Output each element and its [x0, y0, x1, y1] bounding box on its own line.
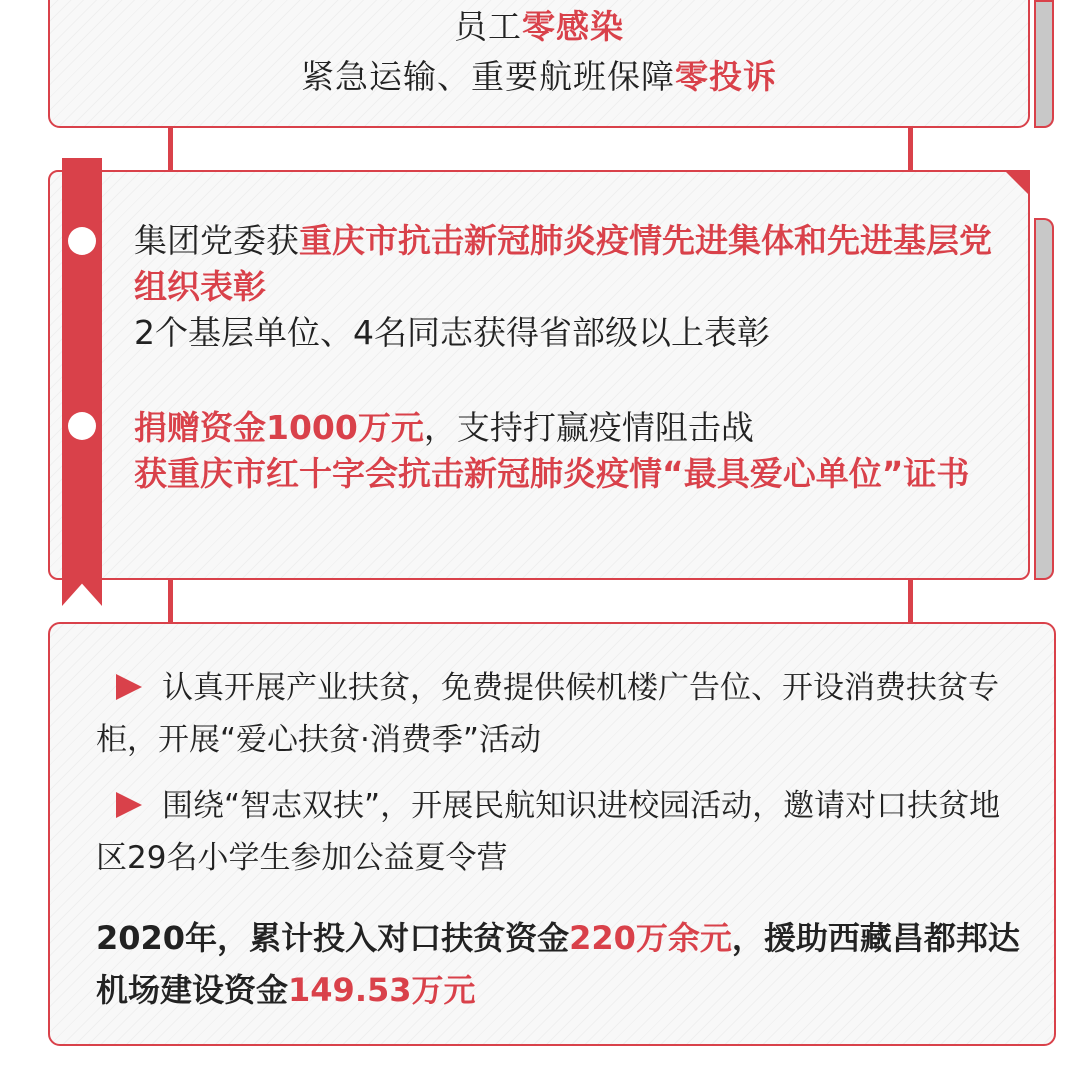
donation-suffix: ，支持打赢疫情阻击战: [423, 408, 754, 447]
summary-part1: 2020年，累计投入对口扶贫资金: [96, 919, 570, 957]
staff-line-prefix: 员工: [454, 7, 522, 46]
award-block: [134, 218, 1004, 356]
summary-part2: ，援助西藏昌都邦达机场建设资金: [96, 919, 1020, 1009]
summary-text: [96, 912, 1020, 1016]
bullet-dot-icon: [68, 227, 96, 255]
donation-highlight: 捐赠资金1000万元: [134, 408, 424, 447]
connector-left-bottom: [168, 580, 173, 624]
connector-right-bottom: [908, 580, 913, 624]
connector-right-top: [908, 128, 913, 172]
transport-line-highlight: 零投诉: [675, 57, 777, 96]
list-item: [96, 780, 1020, 884]
honors-card: [48, 170, 1030, 580]
staff-line-highlight: 零感染: [522, 7, 624, 46]
item-text: 围绕“智志双扶”，开展民航知识进校园活动，邀请对口扶贫地区29名小学生参加公益夏令营: [96, 788, 1001, 876]
triangle-bullet-icon: [116, 792, 142, 818]
certificate-text: 获重庆市红十字会抗击新冠肺炎疫情“最具爱心单位”证书: [134, 454, 970, 493]
transport-line-prefix: 紧急运输、重要航班保障: [301, 57, 675, 96]
achievement-card-top: [48, 0, 1030, 128]
poverty-relief-card: [48, 622, 1056, 1046]
award-text: [134, 218, 1004, 310]
bullet-dot-icon: [68, 412, 96, 440]
donation-text: [134, 405, 1004, 451]
donation-block: [134, 405, 1004, 497]
card-top-scrollbar[interactable]: [1034, 0, 1054, 128]
summary-highlight1: 220万余元: [569, 919, 732, 957]
item-text: 认真开展产业扶贫，免费提供候机楼广告位、开设消费扶贫专柜，开展“爱心扶贫·消费季”活动: [96, 670, 999, 758]
connector-left-top: [168, 128, 173, 172]
transport-line: [50, 52, 1028, 102]
triangle-bullet-icon: [116, 674, 142, 700]
honors-card-scrollbar[interactable]: [1034, 218, 1054, 580]
bookmark-ribbon: [62, 158, 102, 606]
award-prefix: 集团党委获: [134, 221, 299, 260]
list-item: [96, 662, 1020, 766]
award-highlight: 重庆市抗击新冠肺炎疫情先进集体和先进基层党组织表彰: [134, 221, 992, 306]
corner-fold: [1004, 170, 1030, 196]
honors-text: 2个基层单位、4名同志获得省部级以上表彰: [134, 313, 770, 352]
summary-highlight2: 149.53万元: [288, 971, 476, 1009]
staff-line: [50, 2, 1028, 52]
